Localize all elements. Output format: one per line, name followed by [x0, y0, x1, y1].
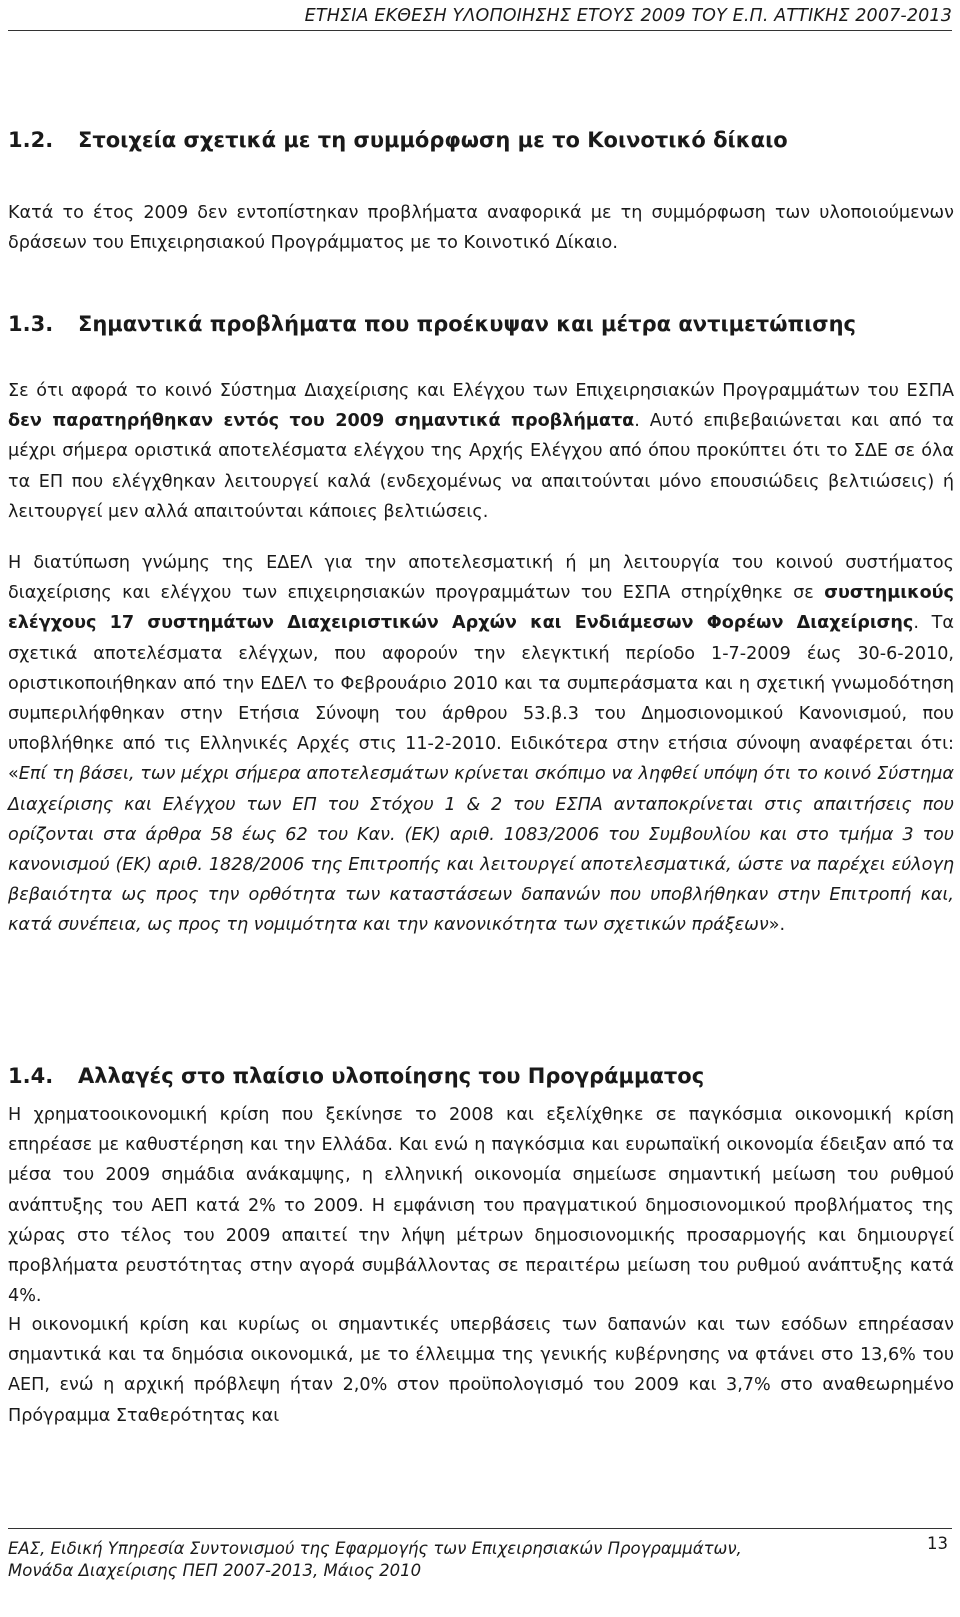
section-title: Αλλαγές στο πλαίσιο υλοποίησης του Προγράμματος — [78, 1064, 705, 1088]
bold-text-run: δεν παρατηρήθηκαν εντός του 2009 σημαντικά προβλήματα — [8, 411, 635, 432]
section-number: 1.3. — [8, 312, 54, 336]
paragraph-management-system — [8, 376, 954, 527]
bold-text-run: συστημικούς ελέγχους 17 συστημάτων Διαχειριστικών Αρχών και Ενδιάμεσων Φορέων Διαχείρισης — [8, 583, 954, 634]
footer-divider — [8, 1528, 952, 1529]
text-run: ». — [768, 915, 786, 936]
section-title: Στοιχεία σχετικά με τη συμμόρφωση με το Κοινοτικό δίκαιο — [78, 128, 788, 152]
section-heading-1-2 — [8, 128, 788, 152]
footer-attribution — [8, 1538, 742, 1582]
text-run: Η διατύπωση γνώμης της ΕΔΕΛ για την αποτελεσματική ή μη λειτουργία του κοινού συστήματος διαχείρισης και ελέγχου των επιχειρησιακών προγραμμάτων του ΕΣΠΑ στηρίχθηκε σε — [8, 553, 954, 604]
text-run: Σε ότι αφορά το κοινό Σύστημα Διαχείρισης και Ελέγχου των Επιχειρησιακών Προγραμμάτων του ΕΣΠΑ — [8, 381, 954, 401]
footer-line-1: ΕΑΣ, Ειδική Υπηρεσία Συντονισμού της Εφαρμογής των Επιχειρησιακών Προγραμμάτων, — [8, 1539, 742, 1558]
section-heading-1-4 — [8, 1064, 704, 1088]
paragraph-public-finances: Η οικονομική κρίση και κυρίως οι σημαντικές υπερβάσεις των δαπανών και των εσόδων επηρέασαν σημαντικά και τα δημόσια οικονομικά, με το έλλειμμα της γενικής κυβέρνησης να φτάνει στο 13,6% του ΑΕΠ, ενώ η αρχική πρόβλεψη ήταν 2,0% στον προϋπολογισμό του 2009 και 3,7% στο αναθεωρημένο Πρόγραμμα Σταθερότητας και — [8, 1315, 954, 1426]
paragraph-financial-crisis: Η χρηματοοικονομική κρίση που ξεκίνησε το 2008 και εξελίχθηκε σε παγκόσμια οικονομική κρίση επηρέασε με καθυστέρηση και την Ελλάδα. Και ενώ η παγκόσμια και ευρωπαϊκή οικονομία έδειξαν από τα μέσα του 2009 σημάδια ανάκαμψης, η ελληνική οικονομία σημείωσε σημαντική μείωση του ρυθμού ανάπτυξης του ΑΕΠ κατά 2% το 2009. Η εμφάνιση του πραγματικού δημοσιονομικού προβλήματος της χώρας στο τέλος του 2009 απαιτεί την λήψη μέτρων δημοσιονομικής προσαρμογής και δημιουργεί προβλήματα ρευστότητας στην αγορά συμβάλλοντας σε περαιτέρω μείωση του ρυθμού ανάπτυξης κατά 4%. — [8, 1105, 954, 1307]
italic-quote: Επί τη βάσει, των μέχρι σήμερα αποτελεσμάτων κρίνεται σκόπιμο να ληφθεί υπόψη ότι το κοινό Σύστημα Διαχείρισης και Ελέγχου των ΕΠ του Στόχου 1 & 2 του ΕΣΠΑ ανταποκρίνεται στις απαιτήσεις που ορίζονται στα άρθρα 58 έως 62 του Καν. (ΕΚ) αριθ. 1083/2006 του Συμβουλίου και στο τμήμα 3 του κανονισμού (ΕΚ) αριθ. 1828/2006 της Επιτροπής και λειτουργεί αποτελεσματικά, ώστε να παρέχει εύλογη βεβαιότητα ως προς την ορθότητα των καταστάσεων δαπανών που υποβλήθηκαν στην Επιτροπή και, κατά συνέπεια, ως προς τη νομιμότητα και την κανονικότητα των σχετικών πράξεων — [8, 764, 954, 936]
page-number: 13 — [927, 1534, 948, 1553]
section-number: 1.2. — [8, 128, 54, 152]
header-title: ΕΤΗΣΙΑ ΕΚΘΕΣΗ ΥΛΟΠΟΙΗΣΗΣ ΕΤΟΥΣ 2009 ΤΟΥ Ε.Π. ΑΤΤΙΚΗΣ 2007-2013 — [304, 6, 952, 26]
paragraph-compliance: Κατά το έτος 2009 δεν εντοπίστηκαν προβλήματα αναφορικά με τη συμμόρφωση των υλοποιούμενων δράσεων του Επιχειρησιακού Προγράμματος με το Κοινοτικό Δίκαιο. — [8, 203, 954, 254]
section-number: 1.4. — [8, 1064, 54, 1088]
header-divider — [8, 30, 952, 31]
text-run: . Τα σχετικά αποτελέσματα ελέγχων, που αφορούν την ελεγκτική περίοδο 1-7-2009 έως 30-6-2010, οριστικοποιήθηκαν από την ΕΔΕΛ το Φεβρουάριο 2010 και τα συμπεράσματα και η σχετική γνωμοδότηση συμπεριλήφθηκαν στην Ετήσια Σύνοψη του άρθρου 53.β.3 του Δημοσιονομικού Κανονισμού, που υποβλήθηκε από τις Ελληνικές Αρχές στις 11-2-2010. Ειδικότερα στην ετήσια σύνοψη αναφέρεται ότι: « — [8, 613, 954, 785]
footer-line-2: Μονάδα Διαχείρισης ΠΕΠ 2007-2013, Μάιος 2010 — [8, 1561, 422, 1580]
section-heading-1-3 — [8, 312, 856, 336]
section-title: Σημαντικά προβλήματα που προέκυψαν και μέτρα αντιμετώπισης — [78, 312, 857, 336]
paragraph-edel-opinion — [8, 548, 954, 941]
text-run: . Αυτό επιβεβαιώνεται και από τα μέχρι σήμερα οριστικά αποτελέσματα ελέγχου της Αρχής Ελέγχου από όπου προκύπτει ότι το ΣΔΕ σε όλα τα ΕΠ που ελέγχθηκαν λειτουργεί καλά (ενδεχομένως να απαιτούνται μόνο επουσιώδεις βελτιώσεις) ή λειτουργεί μεν αλλά απαιτούνται κάποιες βελτιώσεις. — [8, 411, 954, 522]
